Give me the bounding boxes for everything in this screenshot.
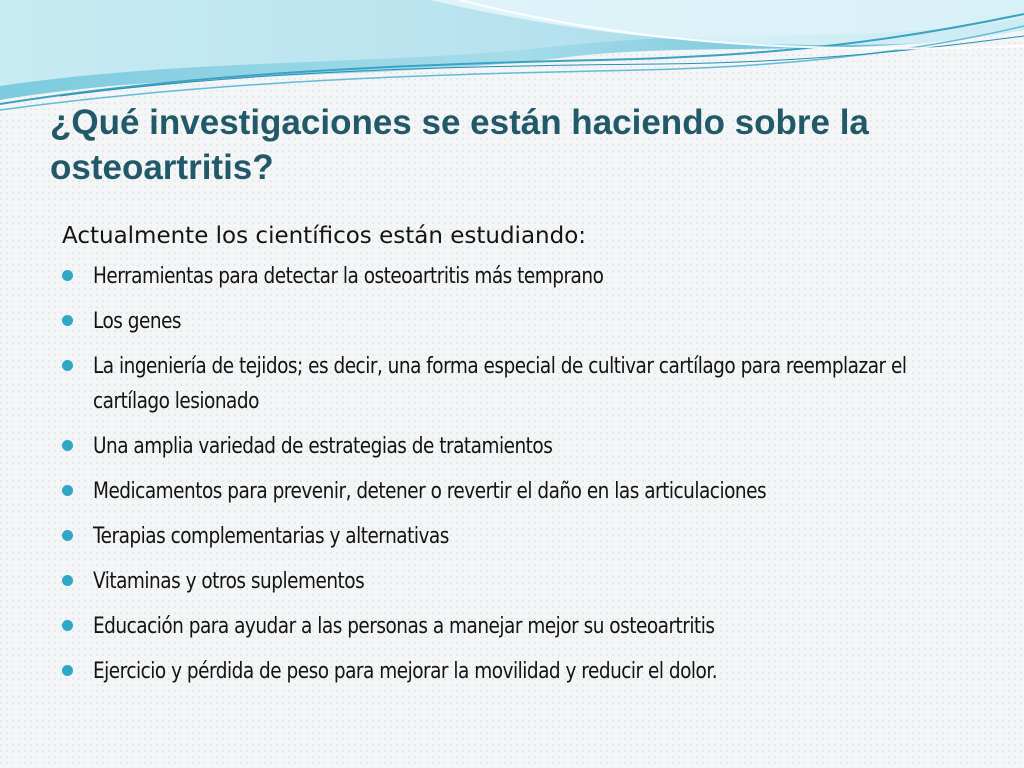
bullet-dot-icon [62,530,73,541]
bullet-item [62,609,982,644]
bullet-text: Herramientas para detectar la osteoartritis más temprano [93,264,604,289]
intro-text: Actualmente los científicos están estudiando: [62,223,587,249]
bullet-dot-icon [62,360,73,371]
bullet-item [62,429,982,464]
bullet-dot-icon [62,575,73,586]
bullet-item [62,259,982,294]
bullet-dot-icon [62,485,73,496]
bullet-dot-icon [62,665,73,676]
bullet-item [62,564,982,599]
bullet-text: Una amplia variedad de estrategias de tratamientos [93,434,553,459]
bullet-dot-icon [62,620,73,631]
bullet-text: Medicamentos para prevenir, detener o revertir el daño en las articulaciones [93,479,767,504]
bullet-item [62,304,982,339]
bullet-text: Terapias complementarias y alternativas [93,524,449,549]
bullet-text: Ejercicio y pérdida de peso para mejorar la movilidad y reducir el dolor. [93,659,718,684]
bullet-list [62,259,982,689]
slide-body [62,221,982,699]
bullet-item [62,349,982,419]
bullet-item [62,654,982,689]
bullet-text: Los genes [93,309,182,334]
bullet-text: La ingeniería de tejidos; es decir, una forma especial de cultivar cartílago para reemplazar el cartílago lesionado [93,354,907,414]
slide-title: ¿Qué investigaciones se están haciendo sobre la osteoartritis? [50,103,869,187]
bullet-dot-icon [62,440,73,451]
bullet-item [62,519,982,554]
bullet-dot-icon [62,315,73,326]
bullet-item [62,474,982,509]
bullet-text: Vitaminas y otros suplementos [93,569,365,594]
bullet-dot-icon [62,270,73,281]
bullet-text: Educación para ayudar a las personas a manejar mejor su osteoartritis [93,614,715,639]
